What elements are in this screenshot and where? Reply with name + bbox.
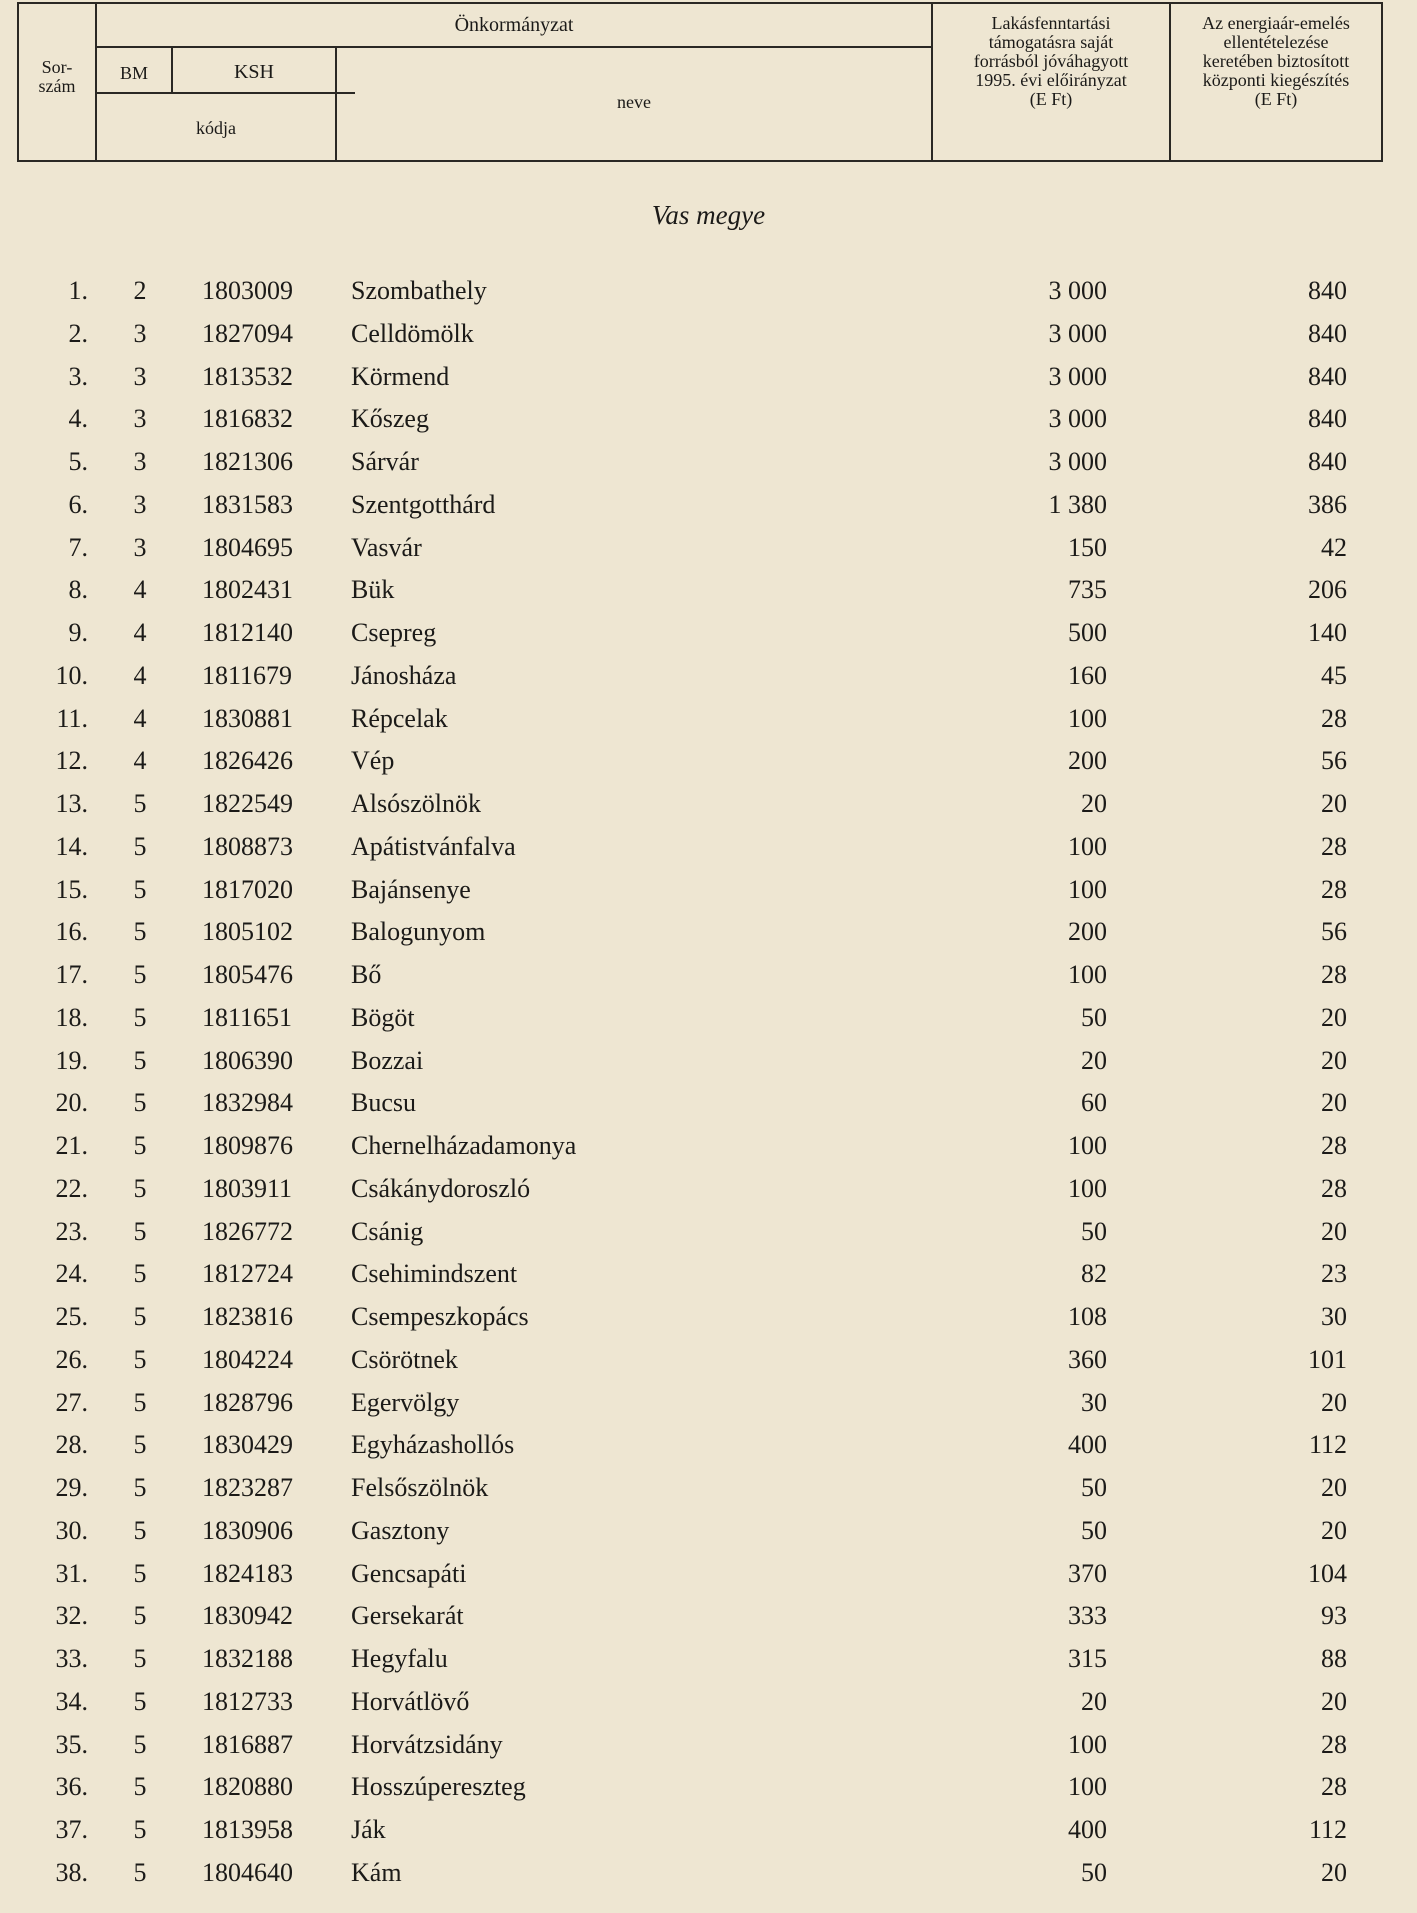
municipality-name: Bögöt xyxy=(351,1002,415,1032)
energy-supplement-value: 28 xyxy=(1321,1131,1347,1160)
table-row xyxy=(0,704,1417,747)
ksh-code: 1805476 xyxy=(202,960,293,989)
table-row xyxy=(0,1430,1417,1473)
energy-supplement-value: 104 xyxy=(1308,1558,1347,1588)
municipality-name: Chernelházadamonya xyxy=(351,1131,577,1160)
row-number: 1. xyxy=(68,276,88,305)
bm-code: 5 xyxy=(133,1815,147,1844)
ksh-code: 1820880 xyxy=(202,1772,293,1802)
municipality-name: Felsőszölnök xyxy=(351,1473,489,1502)
table-row xyxy=(0,618,1417,661)
housing-support-value: 20 xyxy=(1081,789,1107,818)
housing-support-value: 400 xyxy=(1068,1815,1107,1844)
bm-code: 5 xyxy=(133,1515,147,1545)
bm-code: 5 xyxy=(133,1002,147,1032)
ksh-code: 1824183 xyxy=(202,1558,293,1588)
table-row xyxy=(0,1730,1417,1773)
header-border-top xyxy=(17,2,1383,4)
housing-support-value: 150 xyxy=(1068,532,1107,562)
row-number: 35. xyxy=(55,1729,88,1759)
ksh-code: 1822549 xyxy=(202,789,293,818)
housing-support-value: 50 xyxy=(1081,1473,1107,1502)
energy-supplement-value: 88 xyxy=(1321,1644,1347,1673)
table-row xyxy=(0,789,1417,832)
bm-code: 5 xyxy=(133,1772,147,1802)
table-row xyxy=(0,1601,1417,1644)
row-number: 36. xyxy=(55,1772,88,1802)
ksh-code: 1812140 xyxy=(202,618,293,647)
ksh-code: 1811651 xyxy=(202,1002,293,1032)
table-row xyxy=(0,1858,1417,1901)
table-row xyxy=(0,1473,1417,1516)
energy-supplement-value: 28 xyxy=(1321,1729,1347,1759)
bm-code: 5 xyxy=(133,1302,147,1331)
housing-support-value: 360 xyxy=(1068,1344,1107,1374)
bm-code: 5 xyxy=(133,960,147,989)
row-number: 32. xyxy=(55,1601,88,1631)
row-number: 9. xyxy=(68,618,88,647)
header-energia xyxy=(1171,14,1381,109)
energy-supplement-value: 93 xyxy=(1321,1601,1347,1631)
housing-support-value: 100 xyxy=(1068,1729,1107,1759)
housing-support-value: 100 xyxy=(1068,1173,1107,1203)
header-lakas-line3: forrásból jóváhagyott xyxy=(973,51,1129,71)
municipality-name: Gasztony xyxy=(351,1515,450,1545)
header-sorszam-line2: szám xyxy=(38,76,76,96)
bm-code: 5 xyxy=(133,1686,147,1716)
header-sorszam xyxy=(19,58,95,96)
housing-support-value: 3 000 xyxy=(1048,361,1107,391)
ksh-code: 1831583 xyxy=(202,489,293,519)
header-onkormanyzat: Önkormányzat xyxy=(454,14,574,36)
header-lakas-line4: 1995. évi előirányzat xyxy=(975,70,1127,90)
housing-support-value: 100 xyxy=(1068,1772,1107,1802)
municipality-name: Csánig xyxy=(351,1216,424,1246)
table-row xyxy=(0,1388,1417,1431)
municipality-name: Kőszeg xyxy=(351,404,429,434)
housing-support-value: 200 xyxy=(1068,917,1107,947)
bm-code: 4 xyxy=(133,618,147,647)
energy-supplement-value: 206 xyxy=(1308,575,1347,605)
table-row xyxy=(0,1174,1417,1217)
row-number: 28. xyxy=(55,1430,88,1460)
energy-supplement-value: 28 xyxy=(1321,1173,1347,1203)
housing-support-value: 500 xyxy=(1068,618,1107,647)
row-number: 15. xyxy=(55,874,88,904)
header-energia-line3: keretében biztosított xyxy=(1202,51,1350,71)
municipality-name: Jánosháza xyxy=(351,660,457,690)
bm-code: 5 xyxy=(133,917,147,947)
municipality-name: Gencsapáti xyxy=(351,1558,467,1588)
housing-support-value: 100 xyxy=(1068,703,1107,733)
row-number: 16. xyxy=(55,917,88,947)
municipality-name: Vasvár xyxy=(351,532,422,562)
ksh-code: 1816832 xyxy=(202,404,293,434)
row-number: 24. xyxy=(55,1259,88,1289)
bm-code: 3 xyxy=(133,489,147,519)
housing-support-value: 735 xyxy=(1068,575,1107,605)
ksh-code: 1826772 xyxy=(202,1216,293,1246)
municipality-name: Egyházashollós xyxy=(351,1430,515,1460)
ksh-code: 1832188 xyxy=(202,1644,293,1673)
housing-support-value: 20 xyxy=(1081,1045,1107,1075)
bm-code: 5 xyxy=(133,1601,147,1631)
table-row xyxy=(0,1088,1417,1131)
row-number: 3. xyxy=(68,361,88,391)
housing-support-value: 1 380 xyxy=(1048,489,1107,519)
housing-support-value: 108 xyxy=(1068,1302,1107,1331)
table-header xyxy=(17,2,1383,162)
table-row xyxy=(0,276,1417,319)
energy-supplement-value: 840 xyxy=(1308,361,1347,391)
row-number: 4. xyxy=(68,404,88,434)
municipality-name: Horvátlövő xyxy=(351,1686,470,1716)
housing-support-value: 315 xyxy=(1068,1644,1107,1673)
housing-support-value: 3 000 xyxy=(1048,404,1107,434)
row-number: 6. xyxy=(68,489,88,519)
row-number: 19. xyxy=(55,1045,88,1075)
row-number: 13. xyxy=(55,789,88,818)
row-number: 29. xyxy=(55,1473,88,1502)
bm-code: 5 xyxy=(133,1131,147,1160)
housing-support-value: 50 xyxy=(1081,1002,1107,1032)
ksh-code: 1813958 xyxy=(202,1815,293,1844)
row-number: 18. xyxy=(55,1002,88,1032)
table-row xyxy=(0,404,1417,447)
table-row xyxy=(0,1302,1417,1345)
bm-code: 5 xyxy=(133,789,147,818)
ksh-code: 1803009 xyxy=(202,276,293,305)
energy-supplement-value: 23 xyxy=(1321,1259,1347,1289)
energy-supplement-value: 840 xyxy=(1308,318,1347,348)
municipality-name: Sárvár xyxy=(351,447,419,476)
table-row xyxy=(0,1516,1417,1559)
ksh-code: 1806390 xyxy=(202,1045,293,1075)
table-row xyxy=(0,1815,1417,1858)
energy-supplement-value: 20 xyxy=(1321,1387,1347,1417)
row-number: 34. xyxy=(55,1686,88,1716)
municipality-name: Hegyfalu xyxy=(351,1644,448,1673)
ksh-code: 1830881 xyxy=(202,703,293,733)
ksh-code: 1823287 xyxy=(202,1473,293,1502)
energy-supplement-value: 20 xyxy=(1321,1473,1347,1502)
ksh-code: 1823816 xyxy=(202,1302,293,1331)
housing-support-value: 200 xyxy=(1068,746,1107,776)
municipality-name: Szombathely xyxy=(351,276,487,305)
housing-support-value: 82 xyxy=(1081,1259,1107,1289)
row-number: 30. xyxy=(55,1515,88,1545)
ksh-code: 1817020 xyxy=(202,874,293,904)
housing-support-value: 100 xyxy=(1068,960,1107,989)
header-energia-line5: (E Ft) xyxy=(1254,89,1298,109)
row-number: 7. xyxy=(68,532,88,562)
energy-supplement-value: 140 xyxy=(1308,618,1347,647)
ksh-code: 1802431 xyxy=(202,575,293,605)
ksh-code: 1830942 xyxy=(202,1601,293,1631)
energy-supplement-value: 20 xyxy=(1321,1686,1347,1716)
bm-code: 5 xyxy=(133,1173,147,1203)
bm-code: 5 xyxy=(133,1216,147,1246)
bm-code: 3 xyxy=(133,532,147,562)
bm-code: 5 xyxy=(133,1387,147,1417)
municipality-name: Csempeszkopács xyxy=(351,1302,529,1331)
table-row xyxy=(0,362,1417,405)
row-number: 11. xyxy=(56,703,88,733)
ksh-code: 1813532 xyxy=(202,361,293,391)
bm-code: 5 xyxy=(133,874,147,904)
municipality-name: Apátistvánfalva xyxy=(351,831,516,861)
ksh-code: 1816887 xyxy=(202,1729,293,1759)
housing-support-value: 100 xyxy=(1068,874,1107,904)
municipality-name: Bozzai xyxy=(351,1045,424,1075)
table-row xyxy=(0,447,1417,490)
ksh-code: 1805102 xyxy=(202,917,293,947)
housing-support-value: 3 000 xyxy=(1048,318,1107,348)
row-number: 26. xyxy=(55,1344,88,1374)
energy-supplement-value: 28 xyxy=(1321,960,1347,989)
bm-code: 5 xyxy=(133,1344,147,1374)
ksh-code: 1812733 xyxy=(202,1686,293,1716)
row-number: 2. xyxy=(68,318,88,348)
row-number: 14. xyxy=(55,831,88,861)
municipality-name: Csörötnek xyxy=(351,1344,458,1374)
energy-supplement-value: 28 xyxy=(1321,703,1347,733)
energy-supplement-value: 30 xyxy=(1321,1302,1347,1331)
bm-code: 5 xyxy=(133,1644,147,1673)
bm-code: 3 xyxy=(133,447,147,476)
housing-support-value: 370 xyxy=(1068,1558,1107,1588)
municipality-name: Ják xyxy=(351,1815,386,1844)
municipality-name: Gersekarát xyxy=(351,1601,464,1631)
municipality-name: Celldömölk xyxy=(351,318,474,348)
table-row xyxy=(0,490,1417,533)
row-number: 27. xyxy=(55,1387,88,1417)
housing-support-value: 50 xyxy=(1081,1216,1107,1246)
housing-support-value: 160 xyxy=(1068,660,1107,690)
table-row xyxy=(0,832,1417,875)
municipality-name: Répcelak xyxy=(351,703,448,733)
energy-supplement-value: 20 xyxy=(1321,1045,1347,1075)
row-number: 25. xyxy=(55,1302,88,1331)
header-lakas-line1: Lakásfenntartási xyxy=(991,13,1111,33)
energy-supplement-value: 386 xyxy=(1308,489,1347,519)
bm-code: 4 xyxy=(133,660,147,690)
bm-code: 3 xyxy=(133,361,147,391)
energy-supplement-value: 101 xyxy=(1308,1344,1347,1374)
table-row xyxy=(0,1003,1417,1046)
table-row xyxy=(0,746,1417,789)
county-title: Vas megye xyxy=(651,200,766,230)
energy-supplement-value: 20 xyxy=(1321,789,1347,818)
ksh-code: 1809876 xyxy=(202,1131,293,1160)
table-row xyxy=(0,1559,1417,1602)
header-sorszam-line1: Sor- xyxy=(41,57,73,77)
municipality-name: Bő xyxy=(351,960,382,989)
municipality-name: Csákánydoroszló xyxy=(351,1173,531,1203)
header-neve: neve xyxy=(617,92,651,112)
housing-support-value: 60 xyxy=(1081,1088,1107,1118)
table-row xyxy=(0,1259,1417,1302)
table-row xyxy=(0,1644,1417,1687)
housing-support-value: 100 xyxy=(1068,1131,1107,1160)
energy-supplement-value: 28 xyxy=(1321,874,1347,904)
table-row xyxy=(0,1687,1417,1730)
table-row xyxy=(0,533,1417,576)
header-lakas-line5: (E Ft) xyxy=(1029,89,1073,109)
table-row xyxy=(0,1131,1417,1174)
bm-code: 5 xyxy=(133,1558,147,1588)
energy-supplement-value: 56 xyxy=(1321,746,1347,776)
ksh-code: 1808873 xyxy=(202,831,293,861)
energy-supplement-value: 56 xyxy=(1321,917,1347,947)
row-number: 23. xyxy=(55,1216,88,1246)
municipality-name: Bucsu xyxy=(351,1088,416,1118)
municipality-name: Csehimindszent xyxy=(351,1259,518,1289)
ksh-code: 1804224 xyxy=(202,1344,293,1374)
row-number: 17. xyxy=(55,960,88,989)
table-row xyxy=(0,575,1417,618)
municipality-name: Hosszúpereszteg xyxy=(351,1772,526,1802)
header-divider xyxy=(95,46,933,48)
housing-support-value: 30 xyxy=(1081,1387,1107,1417)
municipality-name: Vép xyxy=(351,746,395,776)
bm-code: 3 xyxy=(133,404,147,434)
header-ksh: KSH xyxy=(233,61,274,83)
bm-code: 5 xyxy=(133,1259,147,1289)
row-number: 21. xyxy=(55,1131,88,1160)
header-energia-line4: központi kiegészítés xyxy=(1202,70,1350,90)
row-number: 38. xyxy=(55,1857,88,1887)
ksh-code: 1821306 xyxy=(202,447,293,476)
table-row xyxy=(0,875,1417,918)
row-number: 37. xyxy=(55,1815,88,1844)
bm-code: 2 xyxy=(133,276,147,305)
municipality-name: Csepreg xyxy=(351,618,437,647)
bm-code: 5 xyxy=(133,1729,147,1759)
energy-supplement-value: 840 xyxy=(1308,276,1347,305)
bm-code: 5 xyxy=(133,1473,147,1502)
energy-supplement-value: 20 xyxy=(1321,1088,1347,1118)
header-lakas-line2: támogatásra saját xyxy=(988,32,1114,52)
municipality-name: Horvátzsidány xyxy=(351,1729,503,1759)
table-row xyxy=(0,917,1417,960)
row-number: 10. xyxy=(55,660,88,690)
housing-support-value: 3 000 xyxy=(1048,276,1107,305)
table-row xyxy=(0,661,1417,704)
ksh-code: 1804640 xyxy=(202,1857,293,1887)
ksh-code: 1811679 xyxy=(202,660,293,690)
bm-code: 5 xyxy=(133,1857,147,1887)
table-row xyxy=(0,1217,1417,1260)
table-row xyxy=(0,1345,1417,1388)
ksh-code: 1827094 xyxy=(202,318,293,348)
table-row xyxy=(0,1046,1417,1089)
energy-supplement-value: 28 xyxy=(1321,831,1347,861)
municipality-name: Bük xyxy=(351,575,395,605)
energy-supplement-value: 28 xyxy=(1321,1772,1347,1802)
energy-supplement-value: 42 xyxy=(1321,532,1347,562)
energy-supplement-value: 20 xyxy=(1321,1515,1347,1545)
bm-code: 5 xyxy=(133,831,147,861)
row-number: 33. xyxy=(55,1644,88,1673)
energy-supplement-value: 45 xyxy=(1321,660,1347,690)
municipality-name: Kám xyxy=(351,1857,402,1887)
ksh-code: 1832984 xyxy=(202,1088,293,1118)
ksh-code: 1830906 xyxy=(202,1515,293,1545)
bm-code: 5 xyxy=(133,1430,147,1460)
housing-support-value: 20 xyxy=(1081,1686,1107,1716)
ksh-code: 1826426 xyxy=(202,746,293,776)
bm-code: 4 xyxy=(133,703,147,733)
bm-code: 5 xyxy=(133,1088,147,1118)
municipality-name: Balogunyom xyxy=(351,917,486,947)
ksh-code: 1828796 xyxy=(202,1387,293,1417)
housing-support-value: 50 xyxy=(1081,1857,1107,1887)
housing-support-value: 3 000 xyxy=(1048,447,1107,476)
municipality-name: Alsószölnök xyxy=(351,789,481,818)
ksh-code: 1812724 xyxy=(202,1259,293,1289)
ksh-code: 1803911 xyxy=(202,1173,293,1203)
energy-supplement-value: 112 xyxy=(1308,1815,1347,1844)
header-energia-line1: Az energiaár-emelés xyxy=(1202,13,1350,33)
header-lakas xyxy=(933,14,1169,109)
municipality-name: Szentgotthárd xyxy=(351,489,496,519)
header-border-right xyxy=(1381,2,1383,162)
housing-support-value: 100 xyxy=(1068,831,1107,861)
energy-supplement-value: 20 xyxy=(1321,1216,1347,1246)
table-row xyxy=(0,1772,1417,1815)
energy-supplement-value: 112 xyxy=(1308,1430,1347,1460)
bm-code: 4 xyxy=(133,746,147,776)
header-energia-line2: ellentételezése xyxy=(1223,32,1329,52)
bm-code: 5 xyxy=(133,1045,147,1075)
energy-supplement-value: 840 xyxy=(1308,447,1347,476)
row-number: 20. xyxy=(55,1088,88,1118)
energy-supplement-value: 840 xyxy=(1308,404,1347,434)
housing-support-value: 400 xyxy=(1068,1430,1107,1460)
table-row xyxy=(0,319,1417,362)
municipality-name: Bajánsenye xyxy=(351,874,471,904)
header-bm: BM xyxy=(119,63,148,83)
housing-support-value: 50 xyxy=(1081,1515,1107,1545)
row-number: 31. xyxy=(55,1558,88,1588)
ksh-code: 1804695 xyxy=(202,532,293,562)
energy-supplement-value: 20 xyxy=(1321,1002,1347,1032)
bm-code: 4 xyxy=(133,575,147,605)
row-number: 22. xyxy=(55,1173,88,1203)
row-number: 12. xyxy=(55,746,88,776)
ksh-code: 1830429 xyxy=(202,1430,293,1460)
header-border-bottom xyxy=(17,160,1383,162)
bm-code: 3 xyxy=(133,318,147,348)
table-row xyxy=(0,960,1417,1003)
row-number: 5. xyxy=(68,447,88,476)
municipality-name: Egervölgy xyxy=(351,1387,460,1417)
row-number: 8. xyxy=(68,575,88,605)
header-divider xyxy=(95,92,355,94)
header-kodja: kódja xyxy=(196,118,236,138)
energy-supplement-value: 20 xyxy=(1321,1857,1347,1887)
municipality-name: Körmend xyxy=(351,361,450,391)
housing-support-value: 333 xyxy=(1068,1601,1107,1631)
